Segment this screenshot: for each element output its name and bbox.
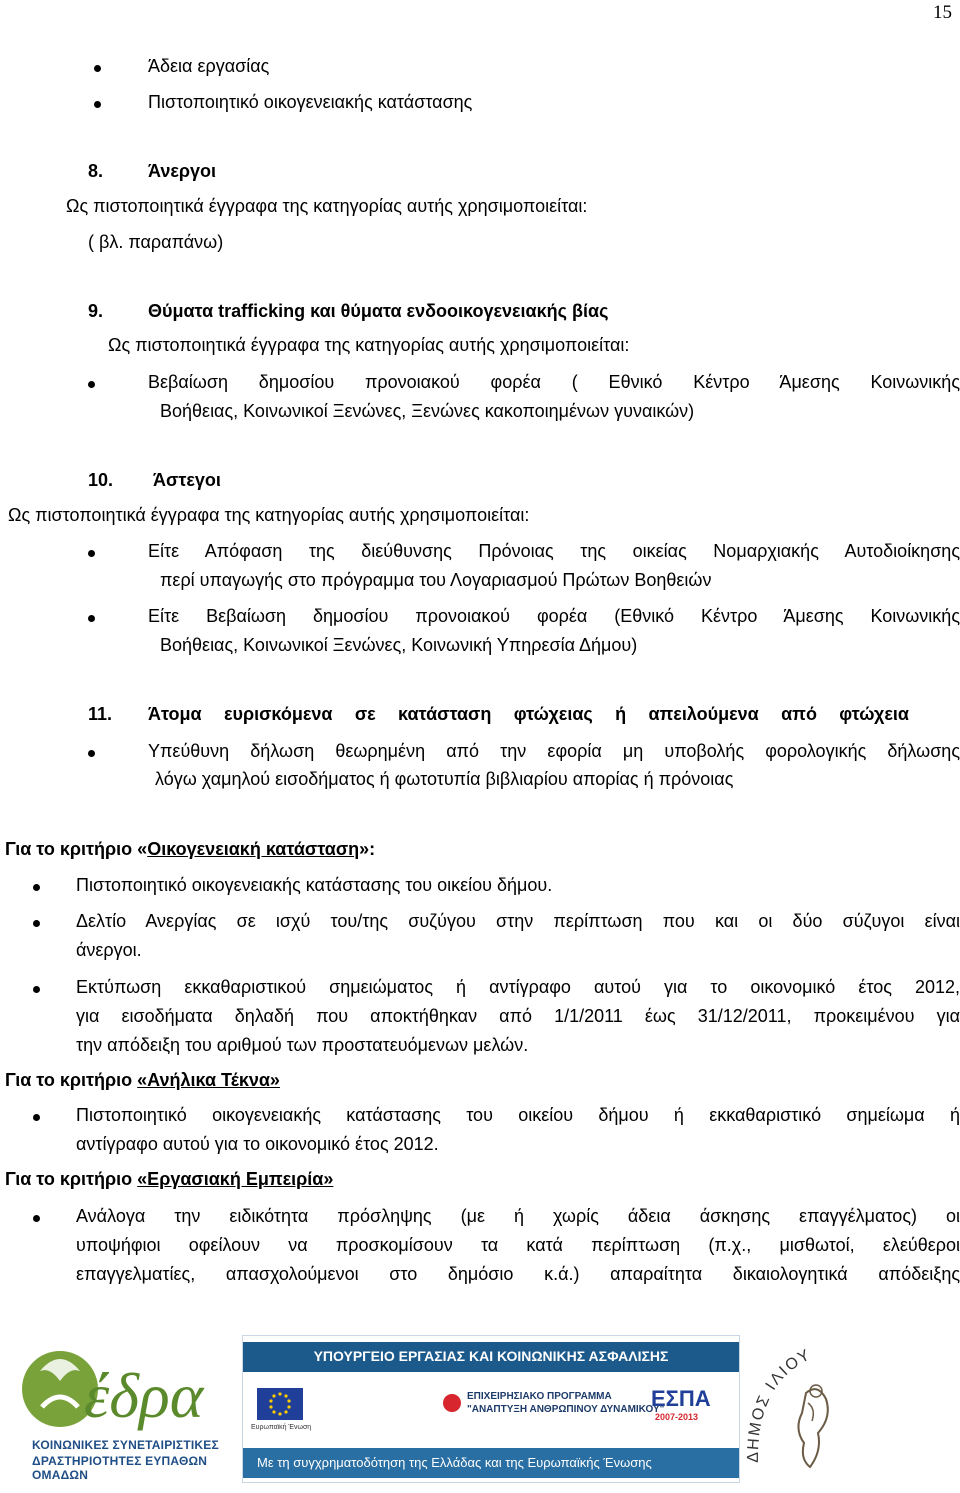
bullet-icon — [33, 986, 40, 993]
eu-caption: Ευρωπαϊκή Ένωση — [251, 1424, 312, 1431]
list-item-line: την απόδειξη του αριθμού των προστατευόμενων μελών. — [76, 1035, 529, 1055]
section-title: Άτομα ευρισκόμενα σε κατάσταση φτώχειας ή απειλούμενα από φτώχεια — [148, 704, 909, 724]
bullet-icon — [33, 884, 40, 891]
section-title: Άστεγοι — [153, 470, 221, 490]
section-intro: Ως πιστοποιητικά έγγραφα της κατηγορίας αυτής χρησιμοποιείται: — [108, 335, 630, 355]
program-line-2: "ΑΝΑΠΤΥΞΗ ΑΝΘΡΩΠΙΝΟΥ ΔΥΝΑΜΙΚΟΥ" — [467, 1404, 665, 1415]
list-item-line: Είτε Απόφαση της διεύθυνσης Πρόνοιας της οικείας Νομαρχιακής Αυτοδιοίκησης — [148, 541, 960, 561]
list-item-line: Είτε Βεβαίωση δημοσίου προνοιακού φορέα (Εθνικό Κέντρο Άμεσης Κοινωνικής — [148, 606, 960, 626]
criterion-heading: Για το κριτήριο «Ανήλικα Τέκνα» — [5, 1070, 280, 1090]
list-item-line: επαγγελματίες, απασχολούμενοι στο δημόσιο κ.ά.) απαραίτητα δικαιολογητικά απόδειξης — [76, 1264, 960, 1284]
bullet-icon — [33, 1215, 40, 1222]
section-intro: Ως πιστοποιητικά έγγραφα της κατηγορίας αυτής χρησιμοποιείται: — [66, 196, 588, 216]
municipality-logo — [746, 1333, 856, 1483]
section-number: 9. — [88, 301, 104, 321]
espa-logo: ΕΣΠΑ — [651, 1386, 711, 1411]
edra-caption-1: ΚΟΙΝΩΝΙΚΕΣ ΣΥΝΕΤΑΙΡΙΣΤΙΚΕΣ — [32, 1438, 219, 1452]
list-item-line: Πιστοποιητικό οικογενειακής κατάστασης του οικείου δήμου ή εκκαθαριστικό σημείωμα ή — [76, 1105, 960, 1125]
ministry-bar — [243, 1342, 739, 1372]
list-item: Πιστοποιητικό οικογενειακής κατάστασης — [148, 92, 473, 112]
bullet-icon — [94, 101, 101, 108]
section-title: Άνεργοι — [148, 161, 217, 181]
criterion-name: Οικογενειακή κατάσταση — [147, 839, 360, 859]
criterion-name: «Εργασιακή Εμπειρία» — [137, 1169, 334, 1189]
edra-caption-2: ΔΡΑΣΤΗΡΙΟΤΗΤΕΣ ΕΥΠΑΘΩΝ ΟΜΑΔΩΝ — [32, 1454, 208, 1482]
list-item-line: περί υπαγωγής στο πρόγραμμα του Λογαριασμού Πρώτων Βοηθειών — [160, 570, 712, 590]
bullet-icon — [88, 615, 95, 622]
municipality-name: ΔΗΜΟΣ ΙΛΙΟΥ — [746, 1346, 815, 1463]
bullet-icon — [88, 381, 95, 388]
list-item: Άδεια εργασίας — [148, 56, 270, 76]
section-title: Θύματα trafficking και θύματα ενδοοικογενειακής βίας — [148, 301, 609, 321]
list-item-line: Βοήθειας, Κοινωνικοί Ξενώνες, Κοινωνική Υπηρεσία Δήμου) — [160, 635, 638, 655]
list-item-line: Εκτύπωση εκκαθαριστικού σημειώματος ή αντίγραφο αυτού για το οικονομικό έτος 2012, — [76, 977, 960, 997]
bullet-icon — [33, 920, 40, 927]
program-logo-icon — [443, 1394, 461, 1412]
espa-years: 2007-2013 — [655, 1412, 699, 1422]
list-item-line: Υπεύθυνη δήλωση θεωρημένη από την εφορία μη υποβολής φορολογικής δήλωσης — [148, 741, 960, 761]
criterion-name: «Ανήλικα Τέκνα» — [137, 1070, 280, 1090]
section-intro: Ως πιστοποιητικά έγγραφα της κατηγορίας αυτής χρησιμοποιείται: — [8, 505, 530, 525]
list-item-line: αντίγραφο αυτού για το οικονομικό έτος 2012. — [76, 1134, 439, 1154]
section-number: 10. — [88, 470, 114, 490]
criterion-heading: Για το κριτήριο «Οικογενειακή κατάσταση»: — [5, 839, 376, 859]
edra-logo — [22, 1337, 232, 1482]
list-item-line: άνεργοι. — [76, 940, 142, 960]
cofund-bar — [243, 1448, 739, 1478]
list-item-line: υποψήφιοι οφείλουν να προσκομίσουν τα κατά περίπτωση (π.χ., μισθωτοί, ελεύθεροι — [76, 1235, 960, 1255]
bullet-icon — [88, 550, 95, 557]
eu-flag-icon — [257, 1388, 303, 1420]
ministry-banner — [242, 1335, 740, 1483]
list-item: Πιστοποιητικό οικογενειακής κατάστασης του οικείου δήμου. — [76, 875, 553, 895]
list-item-line: για εισοδήματα δηλαδή που αποκτήθηκαν από 1/1/2011 έως 31/12/2011, προκειμένου για — [76, 1006, 960, 1026]
list-item-line: Βεβαίωση δημοσίου προνοιακού φορέα ( Εθνικό Κέντρο Άμεσης Κοινωνικής — [148, 372, 960, 392]
cofund-text: Με τη συγχρηματοδότηση της Ελλάδας και της Ευρωπαϊκής Ένωσης — [257, 1455, 652, 1470]
municipality-logo-icon — [746, 1333, 856, 1483]
section-number: 8. — [88, 161, 104, 181]
edra-word: έδρα — [84, 1360, 204, 1431]
list-item-line: Βοήθειας, Κοινωνικοί Ξενώνες, Ξενώνες κακοποιημένων γυναικών) — [160, 401, 695, 421]
bullet-icon — [33, 1114, 40, 1121]
list-item-line: λόγω χαμηλού εισοδήματος ή φωτοτυπία βιβλιαρίου απορίας ή πρόνοιας — [155, 769, 734, 789]
section-note: ( βλ. παραπάνω) — [88, 232, 224, 252]
ministry-title: ΥΠΟΥΡΓΕΙΟ ΕΡΓΑΣΙΑΣ ΚΑΙ ΚΟΙΝΩΝΙΚΗΣ ΑΣΦΑΛΙΣΗΣ — [313, 1348, 669, 1364]
program-line-1: ΕΠΙΧΕΙΡΗΣΙΑΚΟ ΠΡΟΓΡΑΜΜΑ — [467, 1391, 612, 1402]
list-item-line: Δελτίο Ανεργίας σε ισχύ του/της συζύγου στην περίπτωση που και οι δύο σύζυγοι είναι — [76, 911, 960, 931]
section-number: 11. — [88, 704, 113, 724]
bullet-icon — [94, 65, 101, 72]
bullet-icon — [88, 750, 95, 757]
page-number: 15 — [933, 2, 952, 23]
criterion-heading: Για το κριτήριο «Εργασιακή Εμπειρία» — [5, 1169, 334, 1189]
list-item-line: Ανάλογα την ειδικότητα πρόσληψης (με ή χωρίς άδεια άσκησης επαγγέλματος) οι — [76, 1206, 960, 1226]
